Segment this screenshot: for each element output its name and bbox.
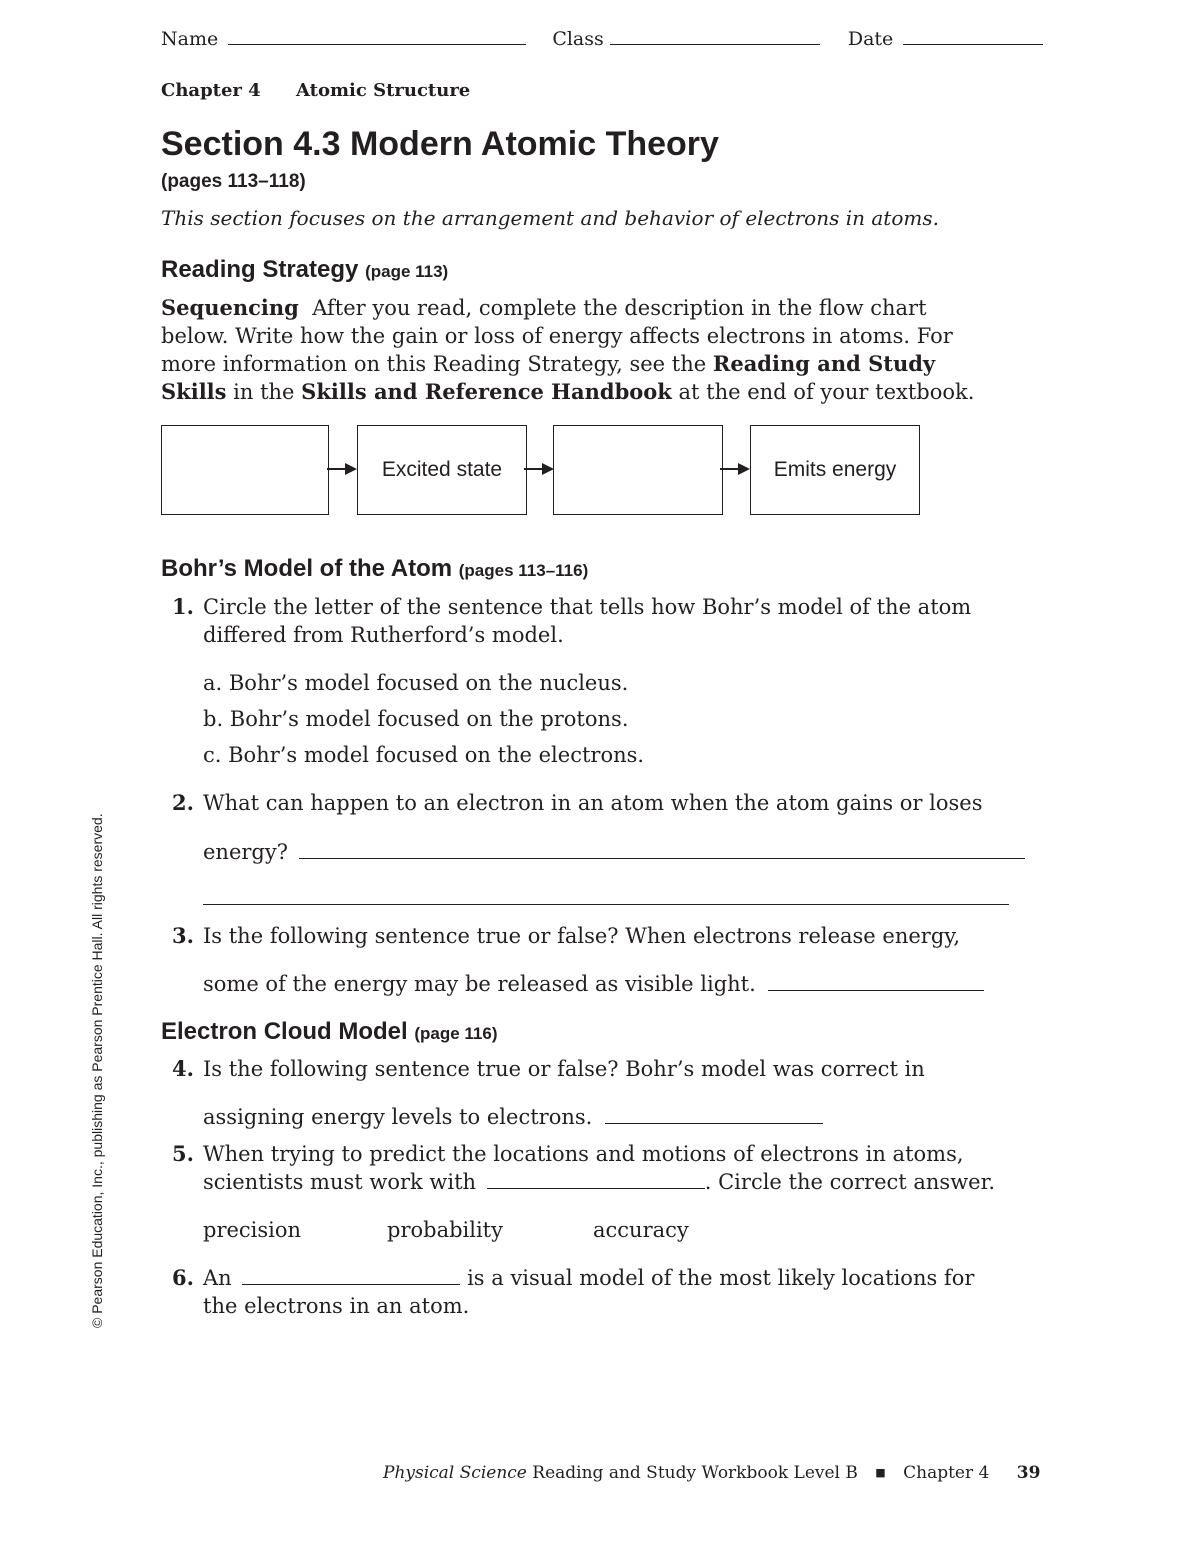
q3-number: 3. [172,923,194,948]
arrow-right-icon [327,461,359,477]
rs-text-4: in the [233,380,295,404]
header [161,28,1043,50]
bohr-title: Bohr’s Model of the Atom [161,555,453,582]
bohr-heading [161,555,588,583]
rs-text-2: below. Write how the gain or loss of energy affects electrons in atoms. For [161,324,953,348]
reading-strategy-text [161,294,1041,406]
q3-text: some of the energy may be released as visible light. [203,972,756,996]
chapter-title: Atomic Structure [296,80,471,101]
q5-option-probability[interactable]: probability [387,1218,503,1242]
rs-text-1: After you read, complete the description in the flow chart [312,296,927,320]
flow-box-4-text: Emits energy [773,458,897,481]
q5-text-a: scientists must work with [203,1170,477,1194]
question-6 [172,1264,1052,1320]
rs-bold-2: Skills [161,379,227,404]
arrow-right-icon [720,461,752,477]
q4-line-2 [203,1103,823,1131]
q6-number: 6. [172,1265,194,1290]
q5-line-1: When trying to predict the locations and motions of electrons in atoms, [203,1142,964,1166]
copyright-notice: © Pearson Education, Inc., publishing as Pearson Prentice Hall. All rights reserved. [89,813,105,1328]
section-pages: (pages 113–118) [161,171,306,192]
q1-line-1: Circle the letter of the sentence that tells how Bohr’s model of the atom [203,595,972,619]
q2-number: 2. [172,790,194,815]
flow-box-4 [750,425,920,515]
date-field[interactable] [903,44,1043,45]
q1-option-b[interactable]: b. Bohr’s model focused on the protons. [203,707,629,731]
q5-answer-line[interactable] [487,1188,705,1189]
q6-answer-line[interactable] [242,1284,460,1285]
arrow-right-icon [524,461,556,477]
cloud-pages: (page 116) [414,1024,498,1043]
question-5 [172,1140,1052,1196]
q5-option-precision[interactable]: precision [203,1218,302,1242]
date-label: Date [847,28,894,50]
q3-answer-line[interactable] [768,990,984,991]
q3-line-1: Is the following sentence true or false? When electrons release energy, [203,924,961,948]
rs-text-3: more information on this Reading Strategy, see the [161,352,707,376]
q6-text-b: is a visual model of the most likely locations for [467,1266,975,1290]
reading-strategy-pages: (page 113) [365,262,449,281]
reading-strategy-heading [161,256,448,284]
q2-line-1: What can happen to an electron in an atom when the atom gains or loses [203,791,983,815]
footer-chapter: Chapter 4 [903,1463,990,1483]
rs-bold-3: Skills and Reference Handbook [301,379,672,404]
q4-number: 4. [172,1056,194,1081]
flow-box-1[interactable] [161,425,329,515]
class-label: Class [552,28,604,50]
sequencing-label: Sequencing [161,295,299,320]
q1-option-a[interactable]: a. Bohr’s model focused on the nucleus. [203,671,629,695]
chapter-number: Chapter 4 [161,80,261,101]
q6-text-a: An [203,1266,232,1290]
question-4 [172,1055,1052,1083]
cloud-heading [161,1018,498,1046]
footer-book-italic: Physical Science [383,1463,527,1483]
name-field[interactable] [228,44,526,45]
flow-box-1-text [162,426,328,514]
q2-answer-line-1[interactable] [299,858,1025,859]
footer-book-title: Reading and Study Workbook Level B [532,1463,858,1483]
question-3 [172,922,1052,950]
name-label: Name [161,28,219,50]
q1-option-c[interactable]: c. Bohr’s model focused on the electrons. [203,743,645,767]
q1-number: 1. [172,594,194,619]
question-2 [172,789,1052,817]
q5-text-b: . Circle the correct answer. [704,1170,996,1194]
q5-option-accuracy[interactable]: accuracy [593,1218,689,1242]
q1-line-2: differed from Rutherford’s model. [203,623,564,647]
footer-bullet: ■ [875,1466,886,1479]
class-field[interactable] [610,44,820,45]
q2-line-2 [203,838,1025,866]
section-title: Section 4.3 Modern Atomic Theory [161,125,719,163]
rs-text-5: at the end of your textbook. [678,380,975,404]
q2-answer-line-2[interactable] [203,904,1009,905]
flow-box-2-text: Excited state [381,458,503,481]
q3-line-2 [203,970,984,998]
q5-number: 5. [172,1141,194,1166]
page-number: 39 [1016,1463,1041,1483]
section-intro: This section focuses on the arrangement and behavior of electrons in atoms. [161,206,939,230]
q4-text: assigning energy levels to electrons. [203,1105,593,1129]
q6-line-2: the electrons in an atom. [203,1294,470,1318]
cloud-title: Electron Cloud Model [161,1018,408,1045]
q4-line-1: Is the following sentence true or false? Bohr’s model was correct in [203,1057,925,1081]
q4-answer-line[interactable] [605,1123,823,1124]
flow-box-2 [357,425,527,515]
reading-strategy-title: Reading Strategy [161,256,359,283]
flow-box-3-text [554,426,722,514]
flow-box-3[interactable] [553,425,723,515]
q2-energy-text: energy? [203,840,288,864]
page-footer [383,1463,1040,1483]
bohr-pages: (pages 113–116) [458,561,589,580]
rs-bold-1: Reading and Study [712,351,936,376]
question-1 [172,593,1052,649]
